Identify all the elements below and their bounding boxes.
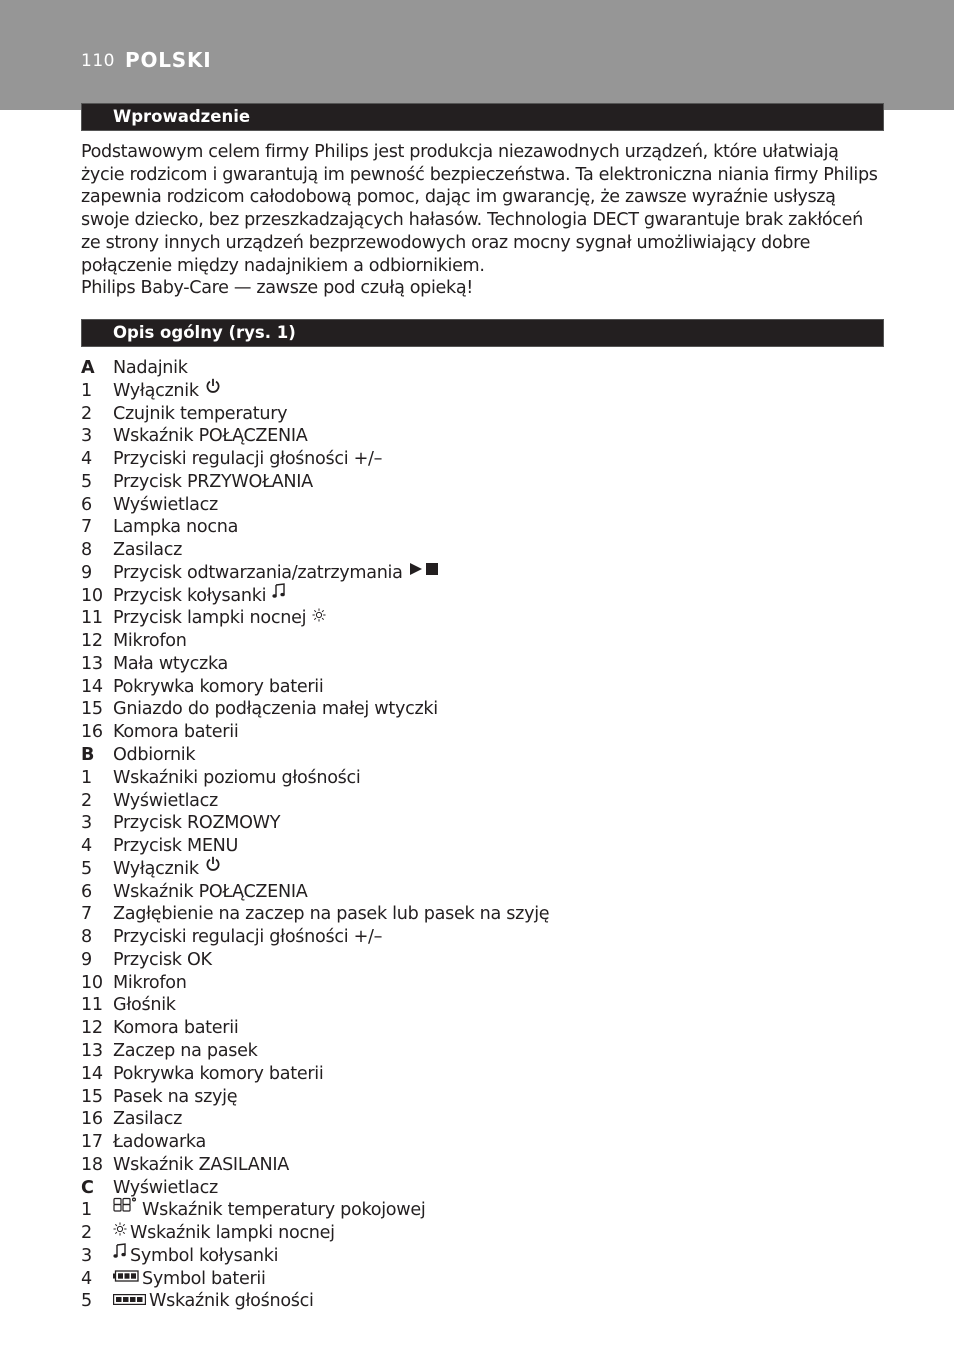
item-label: 12 — [81, 631, 103, 652]
item-label: 15 — [81, 699, 103, 720]
item-label: 1 — [81, 767, 92, 788]
page-number: 110 — [81, 51, 115, 71]
list-item — [81, 380, 881, 403]
list-item — [81, 562, 881, 585]
temperature-88-icon — [113, 1197, 139, 1220]
item-text-wrap — [113, 630, 187, 653]
item-label: 8 — [81, 540, 92, 561]
list-item — [81, 1245, 881, 1268]
list-item — [81, 1063, 881, 1086]
item-label: 8 — [81, 927, 92, 948]
item-text: Przycisk lampki nocnej — [113, 608, 307, 629]
item-text-wrap — [113, 585, 286, 608]
intro-text — [81, 141, 881, 300]
item-text: Nadajnik — [113, 358, 188, 378]
list-item — [81, 539, 881, 562]
item-label: 4 — [81, 836, 92, 857]
list-group-heading — [81, 357, 881, 380]
item-text: Symbol kołysanki — [130, 1245, 279, 1266]
item-text-wrap — [113, 1040, 257, 1063]
item-text: Zasilacz — [113, 1109, 183, 1130]
item-label: 7 — [81, 517, 92, 538]
list-item — [81, 403, 881, 426]
item-text-wrap — [113, 1245, 278, 1268]
item-text: Wyświetlacz — [113, 1177, 218, 1198]
item-label: 2 — [81, 403, 92, 424]
item-label: 11 — [81, 995, 103, 1016]
music-note-icon — [113, 1243, 127, 1266]
item-text: Zasilacz — [113, 540, 183, 561]
item-text-wrap — [113, 858, 221, 881]
section-heading-intro — [81, 103, 884, 131]
item-text: Przycisk MENU — [113, 836, 239, 857]
item-text: Wyłącznik — [113, 858, 199, 879]
item-text: Pasek na szyję — [113, 1086, 238, 1107]
item-label: B — [81, 745, 95, 766]
list-item — [81, 994, 881, 1017]
item-text: Głośnik — [113, 995, 176, 1016]
item-text-wrap — [113, 653, 228, 676]
item-text: Przycisk ROZMOWY — [113, 813, 281, 834]
item-text-wrap — [113, 607, 326, 630]
list-item — [81, 1268, 881, 1291]
list-item — [81, 448, 881, 471]
item-text: Wyświetlacz — [113, 494, 218, 515]
item-text: Czujnik temperatury — [113, 403, 288, 424]
item-text: Wskaźniki poziomu głośności — [113, 767, 361, 788]
item-text-wrap — [113, 1131, 206, 1154]
item-label: 12 — [81, 1018, 103, 1039]
item-text: Przyciski regulacji głośności +/– — [113, 927, 383, 948]
item-text: Przyciski regulacji głośności +/– — [113, 449, 383, 470]
item-label: 9 — [81, 562, 92, 583]
power-icon — [205, 378, 221, 401]
list-item — [81, 585, 881, 608]
item-label: 10 — [81, 585, 103, 606]
list-item — [81, 721, 881, 744]
item-label: 3 — [81, 1245, 92, 1266]
item-text: Wyświetlacz — [113, 790, 218, 811]
item-text: Mikrofon — [113, 631, 187, 652]
list-item — [81, 653, 881, 676]
item-label: 18 — [81, 1154, 103, 1175]
item-text: Wskaźnik głośności — [149, 1291, 314, 1312]
item-text-wrap — [113, 1199, 425, 1222]
item-label: A — [81, 358, 95, 378]
item-label: 16 — [81, 1109, 103, 1130]
item-text-wrap — [113, 1290, 314, 1313]
item-text-wrap — [113, 539, 182, 562]
section-title: Wprowadzenie — [113, 107, 251, 126]
item-text-wrap — [113, 1086, 237, 1109]
item-label: 2 — [81, 790, 92, 811]
item-text-wrap — [113, 380, 221, 403]
sun-icon — [312, 606, 326, 629]
item-label: 1 — [81, 380, 92, 401]
item-text-wrap — [113, 721, 238, 744]
item-text: Komora baterii — [113, 1018, 239, 1039]
intro-tagline: Philips Baby-Care — zawsze pod czułą opieką! — [81, 278, 473, 299]
item-text: Wskaźnik POŁĄCZENIA — [113, 426, 308, 447]
music-note-icon — [272, 583, 286, 606]
item-text-wrap — [113, 835, 238, 858]
item-text: Wskaźnik lampki nocnej — [130, 1223, 335, 1244]
item-label: 13 — [81, 653, 103, 674]
item-label: 1 — [81, 1200, 92, 1221]
section-heading-overview — [81, 319, 884, 347]
list-item — [81, 471, 881, 494]
list-item — [81, 516, 881, 539]
item-text-wrap — [113, 471, 313, 494]
item-text-wrap — [113, 698, 438, 721]
item-label: 5 — [81, 858, 92, 879]
play-stop-icon — [409, 560, 441, 583]
item-text-wrap — [113, 1063, 323, 1086]
item-text: Wyłącznik — [113, 380, 199, 401]
list-item — [81, 903, 881, 926]
item-text: Przycisk odtwarzania/zatrzymania — [113, 562, 403, 583]
list-item — [81, 767, 881, 790]
list-item — [81, 425, 881, 448]
section-title: Opis ogólny (rys. 1) — [113, 323, 296, 342]
list-item — [81, 1108, 881, 1131]
item-text-wrap — [113, 1177, 218, 1200]
list-item — [81, 858, 881, 881]
item-text-wrap — [113, 1268, 266, 1291]
list-item — [81, 1017, 881, 1040]
item-text-wrap — [113, 903, 549, 926]
list-item — [81, 812, 881, 835]
item-text: Komora baterii — [113, 722, 239, 743]
item-text-wrap — [113, 448, 382, 471]
item-text-wrap — [113, 403, 287, 426]
list-item — [81, 949, 881, 972]
list-item — [81, 926, 881, 949]
list-item — [81, 630, 881, 653]
battery-icon — [113, 1266, 139, 1289]
list-item — [81, 835, 881, 858]
item-text: Zaczep na pasek — [113, 1040, 258, 1061]
item-label: 15 — [81, 1086, 103, 1107]
item-label: 6 — [81, 494, 92, 515]
list-item — [81, 607, 881, 630]
item-text: Wskaźnik temperatury pokojowej — [142, 1200, 426, 1221]
item-text-wrap — [113, 949, 212, 972]
list-group-heading — [81, 744, 881, 767]
list-item — [81, 676, 881, 699]
language-title: POLSKI — [125, 48, 212, 72]
list-item — [81, 494, 881, 517]
item-text: Gniazdo do podłączenia małej wtyczki — [113, 699, 438, 720]
item-text-wrap — [113, 562, 441, 585]
item-text-wrap — [113, 676, 323, 699]
item-text: Zagłębienie na zaczep na pasek lub pasek na szyję — [113, 904, 550, 925]
list-item — [81, 698, 881, 721]
item-text-wrap — [113, 494, 218, 517]
item-text-wrap — [113, 1108, 182, 1131]
list-group-heading — [81, 1177, 881, 1200]
item-text: Przycisk PRZYWOŁANIA — [113, 471, 313, 492]
item-label: 5 — [81, 471, 92, 492]
item-text-wrap — [113, 812, 280, 835]
item-text: Wskaźnik POŁĄCZENIA — [113, 881, 308, 902]
item-text-wrap — [113, 1222, 335, 1245]
page-header — [0, 0, 954, 110]
volume-bar-icon — [113, 1289, 146, 1312]
item-text-wrap — [113, 357, 188, 380]
item-text-wrap — [113, 926, 382, 949]
item-text: Symbol baterii — [142, 1268, 266, 1289]
list-item — [81, 790, 881, 813]
item-label: 3 — [81, 426, 92, 447]
item-text-wrap — [113, 1154, 289, 1177]
list-item — [81, 1154, 881, 1177]
item-text: Odbiornik — [113, 745, 196, 766]
list-item — [81, 881, 881, 904]
item-text-wrap — [113, 744, 195, 767]
item-text: Pokrywka komory baterii — [113, 676, 324, 697]
item-text-wrap — [113, 1017, 238, 1040]
item-label: 2 — [81, 1223, 92, 1244]
item-text: Lampka nocna — [113, 517, 239, 538]
item-label: 4 — [81, 449, 92, 470]
item-label: 14 — [81, 676, 103, 697]
item-label: 9 — [81, 949, 92, 970]
list-item — [81, 1199, 881, 1222]
item-label: 5 — [81, 1291, 92, 1312]
item-text: Ładowarka — [113, 1132, 206, 1153]
item-label: 11 — [81, 608, 103, 629]
list-item — [81, 1040, 881, 1063]
item-text: Przycisk OK — [113, 949, 212, 970]
item-label: 7 — [81, 904, 92, 925]
item-text-wrap — [113, 881, 308, 904]
item-text: Pokrywka komory baterii — [113, 1063, 324, 1084]
item-text-wrap — [113, 790, 218, 813]
item-label: 14 — [81, 1063, 103, 1084]
item-label: 13 — [81, 1040, 103, 1061]
list-item — [81, 1222, 881, 1245]
list-item — [81, 972, 881, 995]
sun-icon — [113, 1220, 127, 1243]
item-text-wrap — [113, 516, 238, 539]
item-text: Mikrofon — [113, 972, 187, 993]
intro-paragraph: Podstawowym celem firmy Philips jest produkcja niezawodnych urządzeń, które ułatwiają życie rodzicom i gwarantują im pewność bezpieczeństwa. Ta elektroniczna niania firmy Philips zapewnia rodzicom całodobową pomoc, dając im gwarancję, że zawsze wyraźnie usłyszą swoje dziecko, bez przeszkadzających hałasów. Technologia DECT gwarantuje brak zakłóceń ze strony innych urządzeń bezprzewodowych oraz mocny sygnał umożliwiający dobre połączenie między nadajnikiem a odbiornikiem. — [81, 142, 878, 276]
item-label: 3 — [81, 813, 92, 834]
item-label: C — [81, 1177, 94, 1198]
item-text: Mała wtyczka — [113, 653, 229, 674]
item-label: 17 — [81, 1132, 103, 1153]
list-item — [81, 1290, 881, 1313]
item-label: 10 — [81, 972, 103, 993]
list-item — [81, 1086, 881, 1109]
power-icon — [205, 856, 221, 879]
item-text-wrap — [113, 994, 176, 1017]
item-label: 4 — [81, 1268, 92, 1289]
list-item — [81, 1131, 881, 1154]
item-text-wrap — [113, 425, 308, 448]
item-label: 16 — [81, 722, 103, 743]
item-text: Przycisk kołysanki — [113, 585, 267, 606]
item-text-wrap — [113, 972, 187, 995]
item-text-wrap — [113, 767, 361, 790]
item-label: 6 — [81, 881, 92, 902]
item-text: Wskaźnik ZASILANIA — [113, 1154, 289, 1175]
parts-list — [81, 357, 881, 1313]
